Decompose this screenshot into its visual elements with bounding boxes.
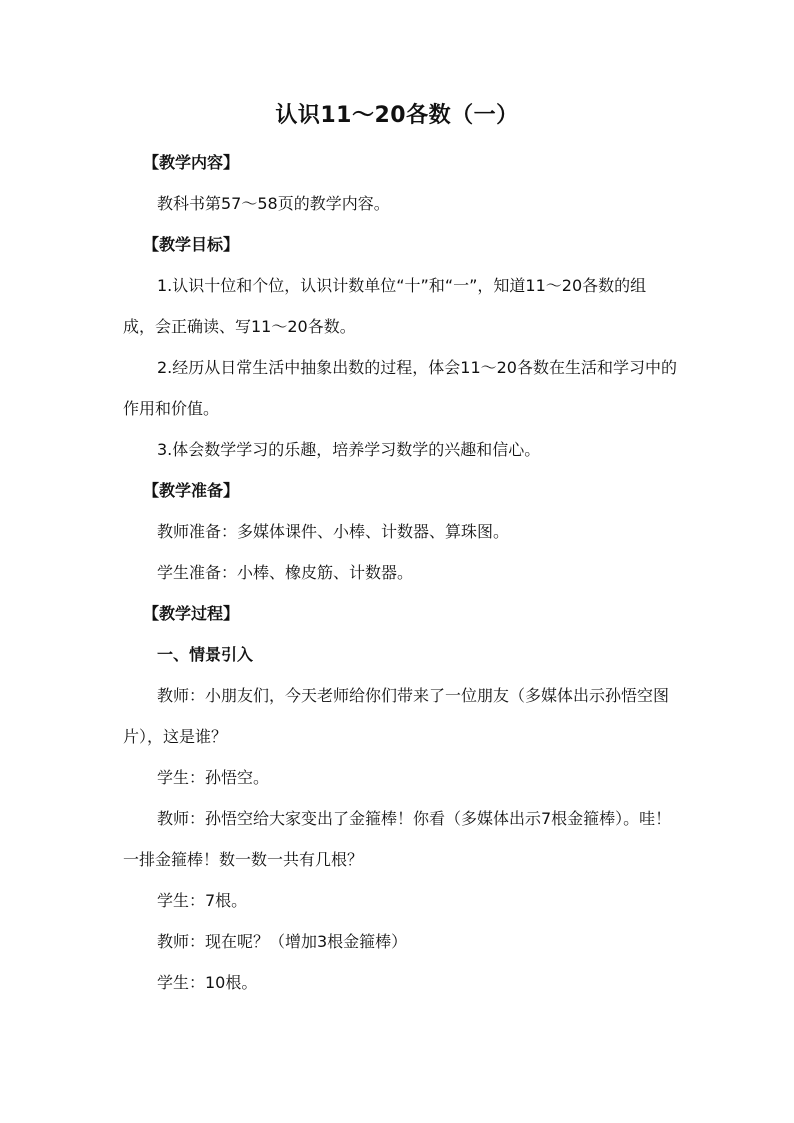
dialogue-teacher-2: 教师：孙悟空给大家变出了金箍棒！你看（多媒体出示7根金箍棒）。哇！一排金箍棒！数一数一共有几根？ [123, 809, 672, 869]
section-heading-content: 【教学内容】 [143, 153, 240, 172]
document-title: 认识11～20各数（一） [275, 103, 519, 128]
dialogue-student-1: 学生：孙悟空。 [157, 768, 270, 787]
dialogue-student-2: 学生：7根。 [157, 891, 248, 910]
document-body [123, 142, 678, 1003]
section-heading-goals: 【教学目标】 [143, 235, 240, 254]
subheading-introduction: 一、情景引入 [157, 645, 254, 664]
paragraph-student-preparation: 学生准备：小棒、橡皮筋、计数器。 [157, 563, 414, 582]
paragraph-teacher-preparation: 教师准备：多媒体课件、小棒、计数器、算珠图。 [157, 522, 510, 541]
paragraph-goal-2: 2.经历从日常生活中抽象出数的过程，体会11～20各数在生活和学习中的作用和价值。 [123, 358, 677, 418]
dialogue-teacher-3: 教师：现在呢？（增加3根金箍棒） [157, 932, 408, 951]
paragraph-goal-1: 1.认识十位和个位，认识计数单位“十”和“一”，知道11～20各数的组成，会正确读、写11～20各数。 [123, 276, 647, 336]
paragraph-content: 教科书第57～58页的教学内容。 [157, 194, 390, 213]
dialogue-teacher-1: 教师：小朋友们，今天老师给你们带来了一位朋友（多媒体出示孙悟空图片），这是谁？ [123, 686, 670, 746]
section-heading-preparation: 【教学准备】 [143, 481, 240, 500]
dialogue-student-3: 学生：10根。 [157, 973, 258, 992]
paragraph-goal-3: 3.体会数学学习的乐趣，培养学习数学的兴趣和信心。 [157, 440, 541, 459]
section-heading-process: 【教学过程】 [143, 604, 240, 623]
